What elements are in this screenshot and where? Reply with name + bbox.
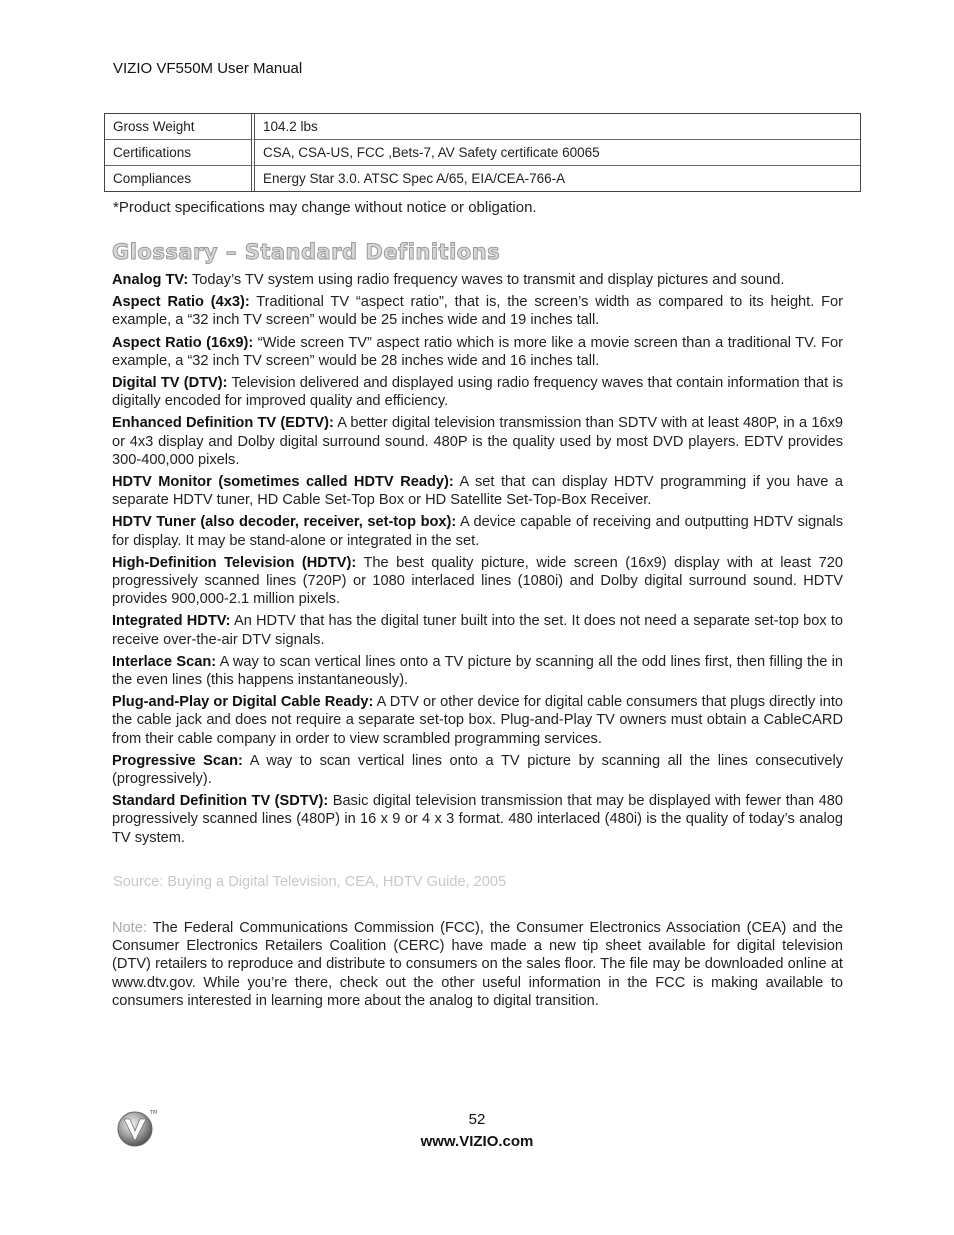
glossary-definition: A DTV or other device for digital cable consumers that plugs directly into the cable jack and does not require a separate set-top box. Plug-and-Play TV owners must obtain a CableCARD from their cable company in order to view scrambled programming services.	[112, 694, 843, 747]
glossary-entry	[112, 473, 843, 509]
running-header: VIZIO VF550M User Manual	[113, 60, 303, 77]
section-title: Glossary – Standard Definitions	[112, 240, 501, 264]
spec-value: Energy Star 3.0. ATSC Spec A/65, EIA/CEA-766-A	[263, 171, 566, 186]
table-row	[105, 166, 860, 191]
glossary-entry	[112, 293, 843, 329]
glossary-list	[112, 271, 843, 851]
glossary-definition: “Wide screen TV” aspect ratio which is more like a movie screen than a traditional TV. For example, a “32 inch TV screen” would be 28 inches wide and 16 inches tall.	[112, 334, 843, 369]
page-number: 52	[468, 1111, 486, 1128]
glossary-definition: A way to scan vertical lines onto a TV picture by scanning all the lines consecutively (progressively).	[112, 752, 844, 788]
note-paragraph	[112, 919, 843, 1010]
glossary-definition: A set that can display HDTV programming if you have a separate HDTV tuner, HD Cable Set-Top Box or HD Satellite Set-Top-Box Receiver.	[112, 474, 843, 509]
glossary-term: High-Definition Television (HDTV):	[112, 554, 357, 571]
glossary-term: Aspect Ratio (4x3):	[112, 294, 250, 311]
glossary-term: Plug-and-Play or Digital Cable Ready:	[112, 694, 374, 711]
glossary-definition: Television delivered and displayed using radio frequency waves that contain information that is digitally encoded for improved quality and efficiency.	[112, 375, 843, 410]
glossary-entry	[112, 271, 843, 289]
glossary-term: Aspect Ratio (16x9):	[112, 334, 254, 351]
spec-value: 104.2 lbs	[255, 114, 860, 140]
glossary-term: Analog TV:	[112, 272, 189, 288]
glossary-entry	[112, 554, 843, 609]
glossary-definition: Today’s TV system using radio frequency waves to transmit and display pictures and sound.	[188, 272, 785, 288]
glossary-definition: A better digital television transmission than SDTV with at least 480P, in a 16x9 or 4x3 display and Dolby digital surround sound. 480P is the quality used by most DVD players. EDTV provides 300-400,000 pixels.	[112, 415, 843, 468]
glossary-term: Digital TV (DTV):	[112, 375, 228, 392]
glossary-term: Enhanced Definition TV (EDTV):	[112, 415, 334, 432]
source-citation: Source: Buying a Digital Television, CEA, HDTV Guide, 2005	[113, 874, 507, 890]
glossary-definition: Basic digital television transmission that may be displayed with fewer than 480 progressively scanned lines (480P) in 16 x 9 or 4 x 3 format. 480 interlaced (480i) is the quality of today’s analog TV system.	[112, 793, 843, 846]
note-label: Note:	[112, 920, 147, 936]
glossary-definition: A device capable of receiving and outputting HDTV signals for display. It may be stand-alone or integrated in the set.	[112, 514, 843, 549]
glossary-entry	[112, 752, 843, 788]
glossary-definition: Traditional TV “aspect ratio”, that is, the screen’s width as compared to its height. For example, a “32 inch TV screen” would be 25 inches wide and 19 inches tall.	[112, 294, 843, 329]
glossary-entry	[112, 612, 843, 648]
glossary-entry	[112, 513, 843, 549]
glossary-entry	[112, 693, 843, 748]
footer-url: www.VIZIO.com	[420, 1133, 534, 1150]
glossary-definition: A way to scan vertical lines onto a TV picture by scanning all the odd lines first, then filling the in the even lines (this happens instantaneously).	[112, 653, 843, 689]
glossary-term: HDTV Tuner (also decoder, receiver, set-top box):	[112, 514, 457, 531]
glossary-term: Progressive Scan:	[112, 752, 243, 769]
spec-label: Compliances	[105, 166, 255, 191]
glossary-term: Standard Definition TV (SDTV):	[112, 793, 329, 810]
glossary-entry	[112, 792, 843, 847]
glossary-term: Integrated HDTV:	[112, 613, 231, 630]
spec-value: CSA, CSA-US, FCC ,Bets-7, AV Safety certificate 60065	[255, 140, 860, 166]
glossary-definition: An HDTV that has the digital tuner built into the set. It does not need a separate set-top box to receive over-the-air DTV signals.	[112, 613, 843, 648]
spec-footnote: *Product specifications may change without notice or obligation.	[113, 199, 537, 216]
glossary-definition: The best quality picture, wide screen (16x9) display with at least 720 progressively scanned lines (720P) or 1080 interlaced lines (1080i) and Dolby digital surround sound. HDTV provides 900,000-2.1 million pixels.	[112, 554, 843, 608]
table-row	[105, 114, 860, 140]
glossary-entry	[112, 374, 843, 410]
glossary-term: HDTV Monitor (sometimes called HDTV Ready):	[112, 474, 454, 491]
glossary-entry	[112, 334, 843, 370]
glossary-entry	[112, 414, 843, 469]
note-text: The Federal Communications Commission (FCC), the Consumer Electronics Association (CEA) and the Consumer Electronics Retailers Coalition (CERC) have made a new tip sheet available for digital television (DTV) retailers to reproduce and distribute to consumers on the sales floor. The file may be downloaded online at www.dtv.gov. While you’re there, check out the other useful information in the FCC is making available to consumers interested in learning more about the analog to digital transition.	[112, 920, 843, 1009]
spec-table	[104, 113, 861, 192]
glossary-entry	[112, 653, 843, 689]
table-row	[105, 140, 860, 166]
spec-label: Certifications	[105, 140, 255, 166]
svg-text:TM: TM	[150, 1110, 158, 1116]
glossary-term: Interlace Scan:	[112, 653, 217, 670]
spec-label: Gross Weight	[105, 114, 255, 140]
